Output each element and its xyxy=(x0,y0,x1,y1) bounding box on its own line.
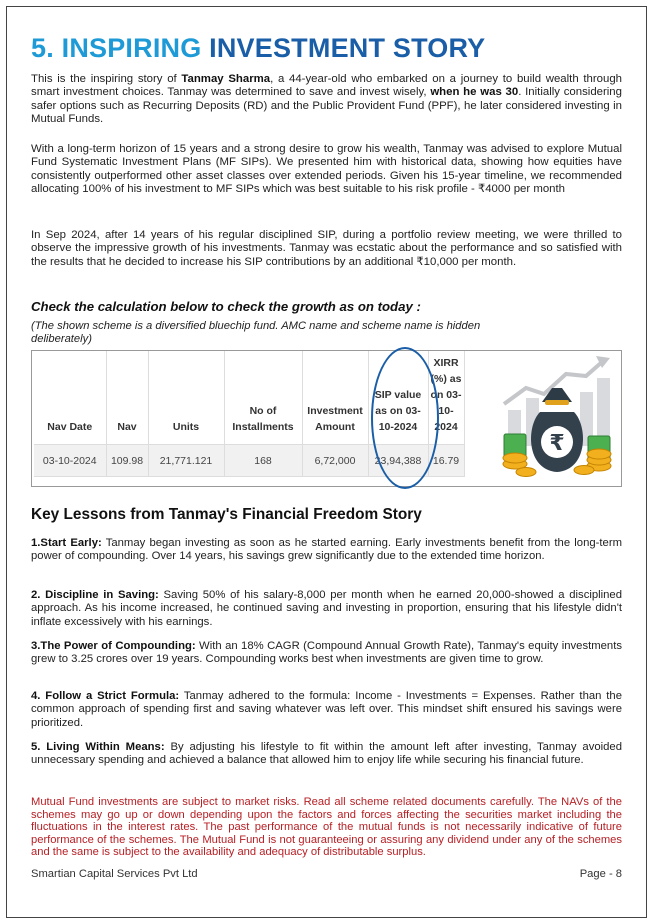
lesson-title: 4. Follow a Strict Formula: xyxy=(31,690,180,702)
calculation-heading: Check the calculation below to check the growth as on today : xyxy=(31,299,421,314)
lesson-text: Saving 50% of his salary-8,000 per month when he earned 20,000-showed a disciplined approach. As his income increased, he continued saving and investing in proportion, ensuring that his lifestyle didn't inflate excessively with his earnings. xyxy=(31,589,622,628)
lesson-text: By adjusting his lifestyle to fit within the amount left after investing, Tanmay avoided unnecessary spending and achieved a balance that allowed him to enjoy life while securing his financial future. xyxy=(31,741,622,767)
lesson-text: With an 18% CAGR (Compound Annual Growth Rate), Tanmay's equity investments grew to 3.25 crores over 19 years. Compounding works best when investments are given time to grow. xyxy=(31,640,622,666)
footer-company: Smartian Capital Services Pvt Ltd xyxy=(31,868,198,880)
lesson-item xyxy=(31,589,622,629)
cell-sip-value: 23,94,388 xyxy=(368,445,428,477)
lesson-text: Tanmay began investing as soon as he started earning. Early investments benefit from the long-term power of compounding. Over 14 years, his savings grew significantly due to the extended time horizon. xyxy=(31,537,622,563)
risk-disclaimer: Mutual Fund investments are subject to market risks. Read all scheme related documents carefully. The NAVs of the schemes may go up or down depending upon the factors and forces affecting the securities market including the fluctuations in the interest rates. The past performance of the mutual funds is not necessarily indicative of future performance of the schemes. The Mutual Fund is not guaranteeing or assuring any dividend under any of the schemes and the same is subject to the availability and adequacy of distributable surplus. xyxy=(31,796,622,858)
col-nav-date: Nav Date xyxy=(34,351,106,445)
story-person-name: Tanmay Sharma xyxy=(181,73,271,85)
lesson-item xyxy=(31,537,622,564)
cell-nav-date: 03-10-2024 xyxy=(34,445,106,477)
rupee-symbol: ₹ xyxy=(549,431,565,456)
col-units: Units xyxy=(148,351,224,445)
story-p1-text-b: , a 44-year-old who embarked on a journey to build wealth through smart investment choices. Tanmay was determined to save and invest wisely, xyxy=(31,73,623,99)
story-p1-text-c: . Initially considering safer options such as Recurring Deposits (RD) and the Public Provident Fund (PPF), he later considered investing in Mutual Funds. xyxy=(31,86,622,126)
page-title xyxy=(31,33,485,64)
lessons-heading: Key Lessons from Tanmay's Financial Freedom Story xyxy=(31,506,422,523)
cell-xirr: 16.79 xyxy=(428,445,464,477)
col-installments: No of Installments xyxy=(224,351,302,445)
lesson-item xyxy=(31,690,622,730)
lesson-title: 5. Living Within Means: xyxy=(31,741,165,753)
story-paragraph-1 xyxy=(31,73,622,127)
cell-installments: 168 xyxy=(224,445,302,477)
cell-nav: 109.98 xyxy=(106,445,148,477)
story-paragraph-2: With a long-term horizon of 15 years and a strong desire to grow his wealth, Tanmay was advised to explore Mutual Fund Systematic Investment Plans (MF SIPs). We presented him with historical data, showing how equities have consistently outperformed other asset classes over extended periods. Given his 15-year timeline, we recommended allocating 100% of his investment to MF SIPs which was best suitable to his risk profile - ₹4000 per month xyxy=(31,143,622,196)
lesson-text: Tanmay adhered to the formula: Income - Investments = Expenses. Rather than the common approach of spending first and saving whatever was left over. This mindset shift ensured his savings were prioritized. xyxy=(31,690,622,729)
cell-investment-amount: 6,72,000 xyxy=(302,445,368,477)
title-part-2: INVESTMENT STORY xyxy=(209,33,486,63)
lesson-title: 3.The Power of Compounding: xyxy=(31,640,196,652)
lesson-title: 1.Start Early: xyxy=(31,537,102,549)
cell-units: 21,771.121 xyxy=(148,445,224,477)
lesson-title: 2. Discipline in Saving: xyxy=(31,589,159,601)
lesson-item xyxy=(31,640,622,667)
footer-page-number: Page - 8 xyxy=(579,868,622,880)
money-bag-rupee-icon xyxy=(496,352,619,484)
title-part-1: 5. INSPIRING xyxy=(31,33,202,63)
story-paragraph-3: In Sep 2024, after 14 years of his regular disciplined SIP, during a portfolio review meeting, we were thrilled to observe the impressive growth of his investments. Tanmay was ecstatic about the performance and so satisfied with the results that he decided to increase his SIP contributions by an additional ₹10,000 per month. xyxy=(31,229,622,268)
sip-value-highlight-oval xyxy=(371,347,439,489)
lesson-item xyxy=(31,741,622,768)
story-start-age: when he was 30 xyxy=(430,86,519,99)
calculation-note: (The shown scheme is a diversified bluechip fund. AMC name and scheme name is hidden deliberately) xyxy=(31,320,481,345)
col-nav: Nav xyxy=(106,351,148,445)
col-sip-value: SIP value as on 03-10-2024 xyxy=(368,351,428,445)
col-investment-amount: Investment Amount xyxy=(302,351,368,445)
story-p1-text-a: This is the inspiring story of xyxy=(31,73,182,85)
col-xirr: XIRR (%) as on 03-10-2024 xyxy=(428,351,464,445)
